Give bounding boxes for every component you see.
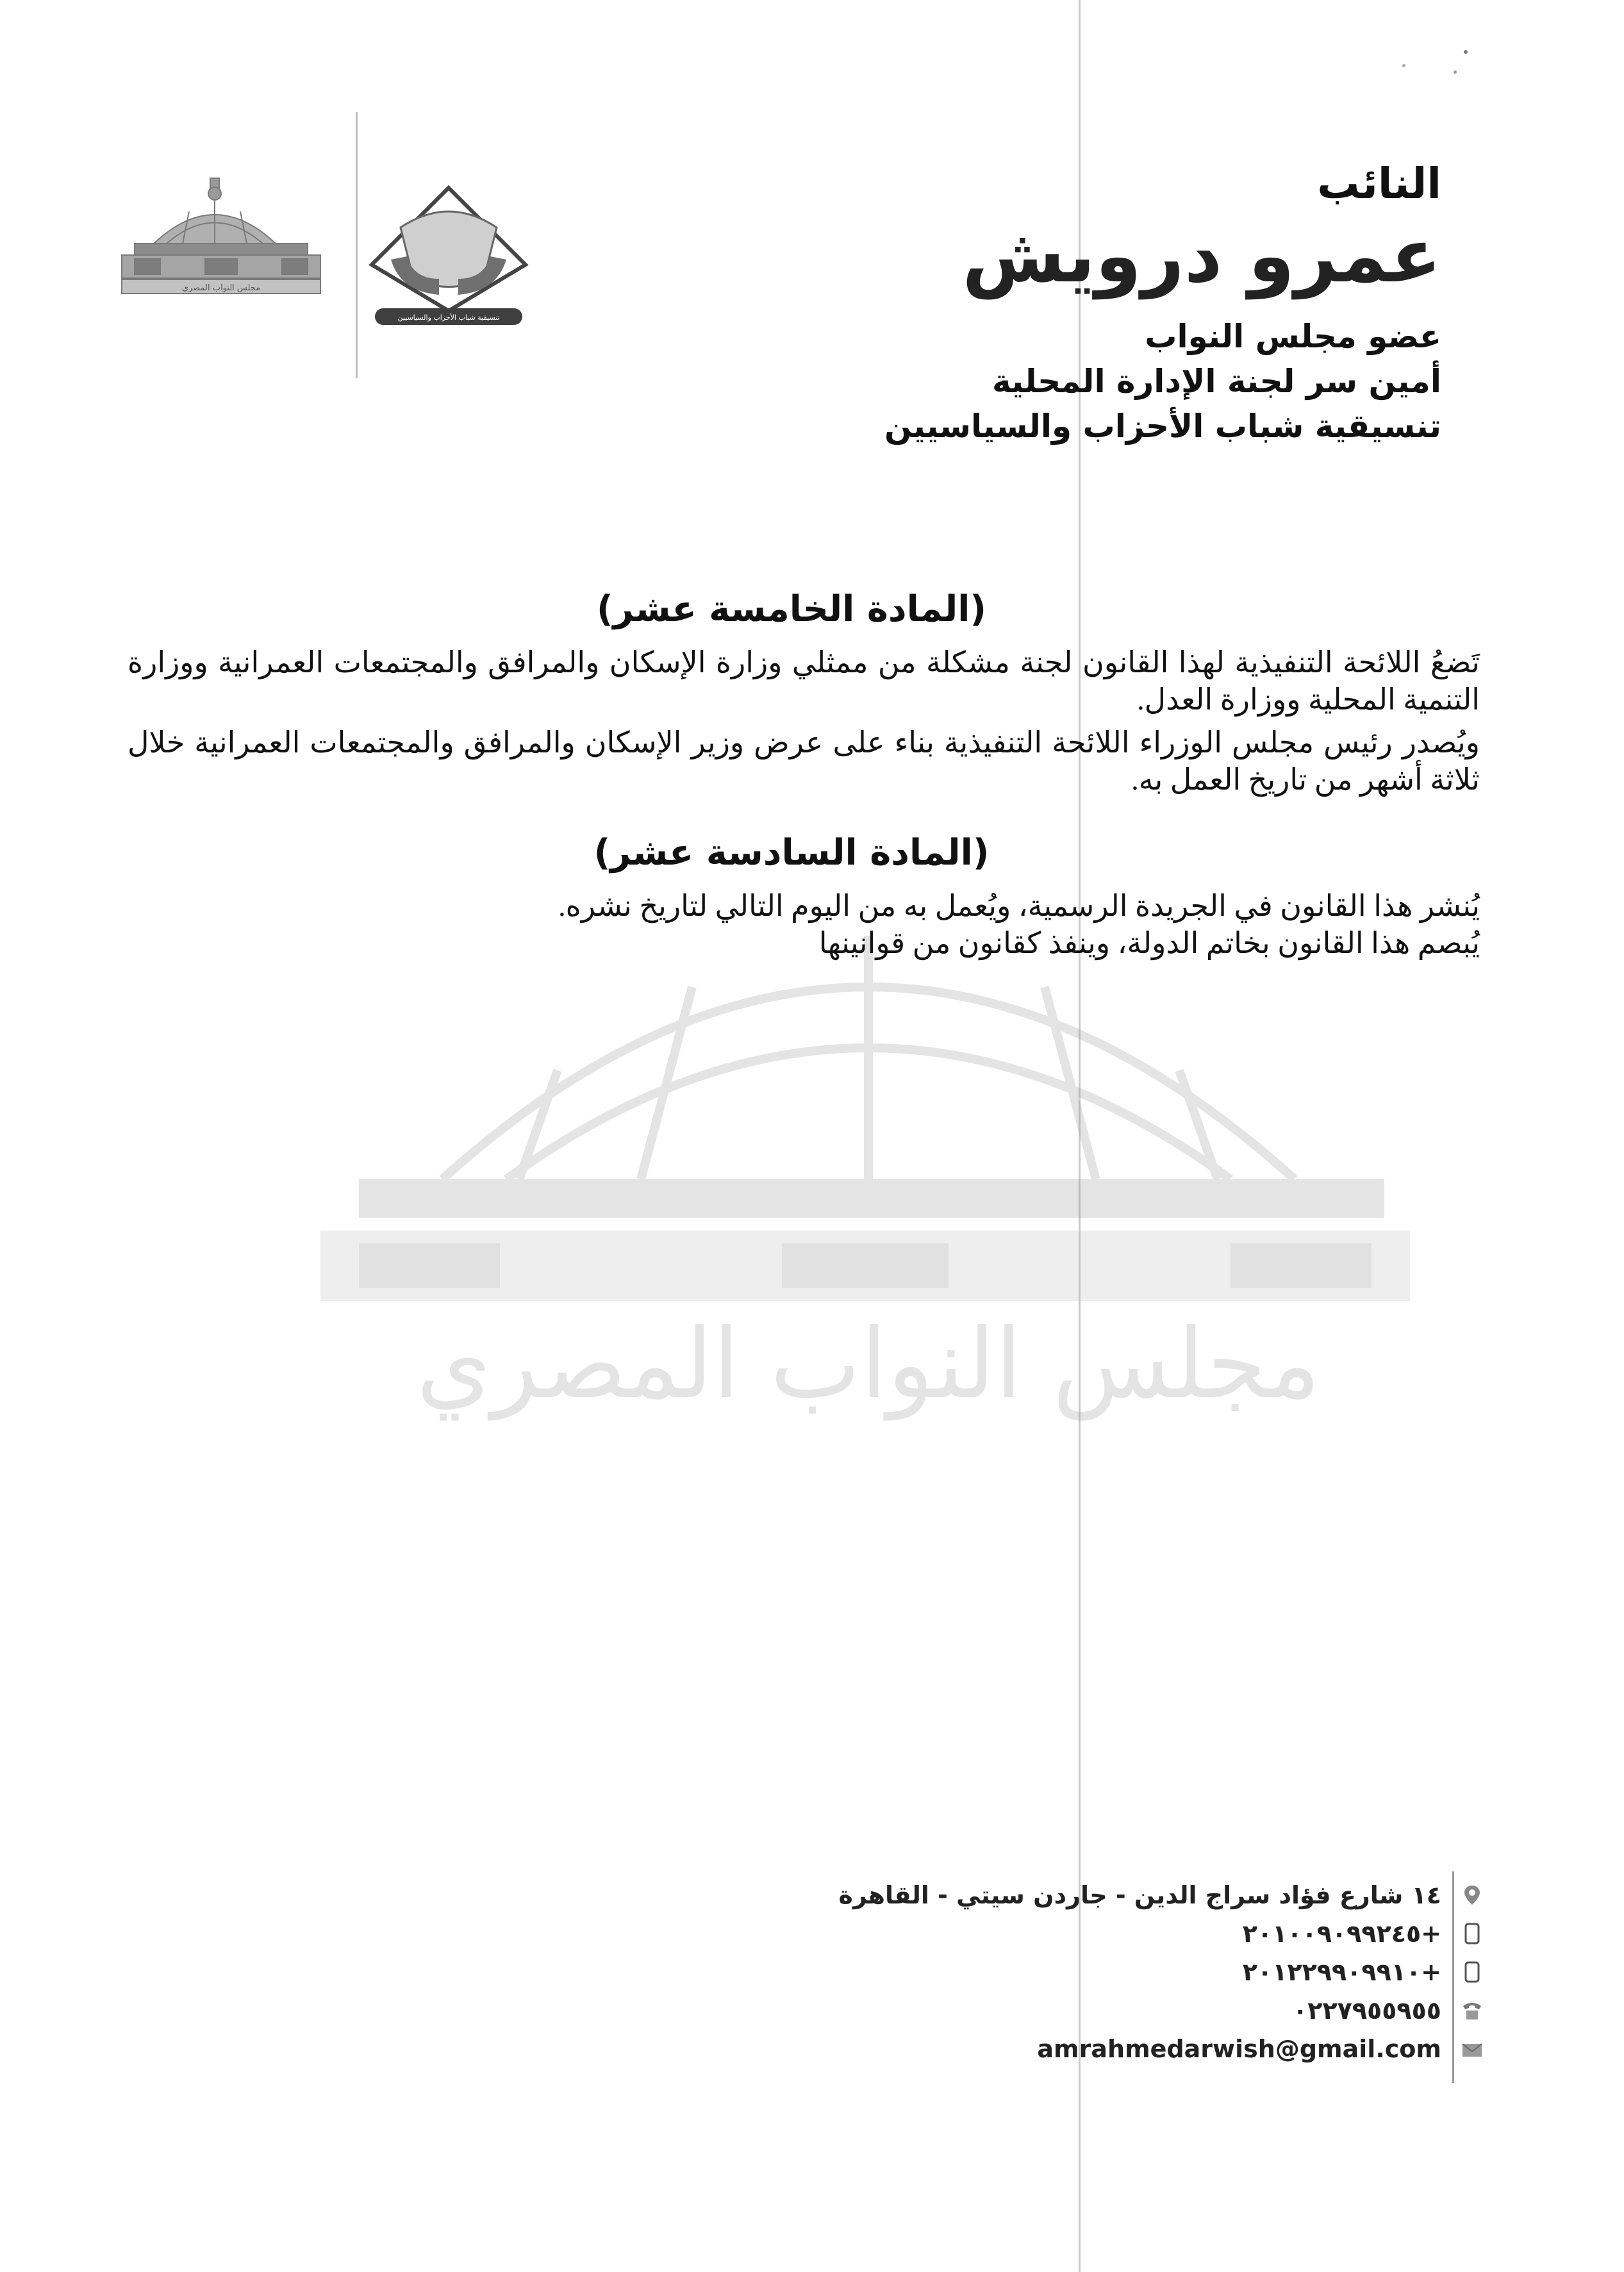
coordination-logo: [362, 183, 535, 330]
coordination-logo-text: تنسيقية شباب الأحزاب والسياسيين: [397, 313, 500, 322]
location-pin-icon: [1461, 1884, 1483, 1906]
header-divider: [356, 112, 358, 378]
article-title: (المادة الخامسة عشر): [596, 588, 987, 630]
contact-mobile: +٢٠١٢٢٩٩٠٩٩١٠: [1242, 1958, 1441, 1986]
article-paragraph: يُنشر هذا القانون في الجريدة الرسمية، ويُعمل به من اليوم التالي لتاريخ نشره.: [558, 890, 1480, 922]
article-title: (المادة السادسة عشر): [593, 832, 990, 874]
article-paragraph: ويُصدر رئيس مجلس الوزراء اللائحة التنفيذية بناء على عرض وزير الإسكان والمرافق والمجتمعات العمرانية خلال ثلاثة أشهر من تاريخ العمل به.: [128, 726, 1480, 796]
scan-speck: [1464, 50, 1468, 54]
envelope-icon: [1461, 2039, 1483, 2061]
contact-email[interactable]: amrahmedarwish@gmail.com: [1037, 2035, 1441, 2063]
mobile-phone-icon: [1461, 1961, 1483, 1983]
mp-name: عمرو درويش: [962, 213, 1441, 299]
mobile-phone-icon: [1461, 1923, 1483, 1944]
contact-address: ١٤ شارع فؤاد سراج الدين - جاردن سيتي - القاهرة: [838, 1881, 1441, 1909]
contact-landline: ٠٢٢٧٩٥٥٩٥٥: [1293, 1996, 1441, 2025]
scan-speck: [1454, 70, 1457, 74]
role-line: تنسيقية شباب الأحزاب والسياسيين: [884, 408, 1441, 445]
contact-divider: [1452, 1871, 1454, 2083]
role-line: عضو مجلس النواب: [1145, 318, 1441, 355]
scan-speck: [1402, 64, 1405, 67]
article-paragraph: يُبصم هذا القانون بخاتم الدولة، وينفذ كقانون من قوانينها: [818, 927, 1480, 959]
parliament-logo-text: مجلس النواب المصري: [181, 283, 261, 293]
parliament-watermark: [282, 891, 1455, 1468]
article-paragraph: تَضعُ اللائحة التنفيذية لهذا القانون لجنة مشكلة من ممثلي وزارة الإسكان والمرافق والمجتمعات العمرانية ووزارة التنمية المحلية ووزارة العدل.: [128, 646, 1480, 716]
telephone-icon: [1461, 2000, 1483, 2021]
parliament-logo: [115, 173, 327, 301]
watermark-text: مجلس النواب المصري: [416, 1309, 1321, 1420]
title-label: النائب: [1317, 159, 1441, 208]
role-line: أمين سر لجنة الإدارة المحلية: [991, 363, 1441, 400]
contact-mobile: +٢٠١٠٠٩٠٩٩٢٤٥: [1242, 1920, 1441, 1948]
